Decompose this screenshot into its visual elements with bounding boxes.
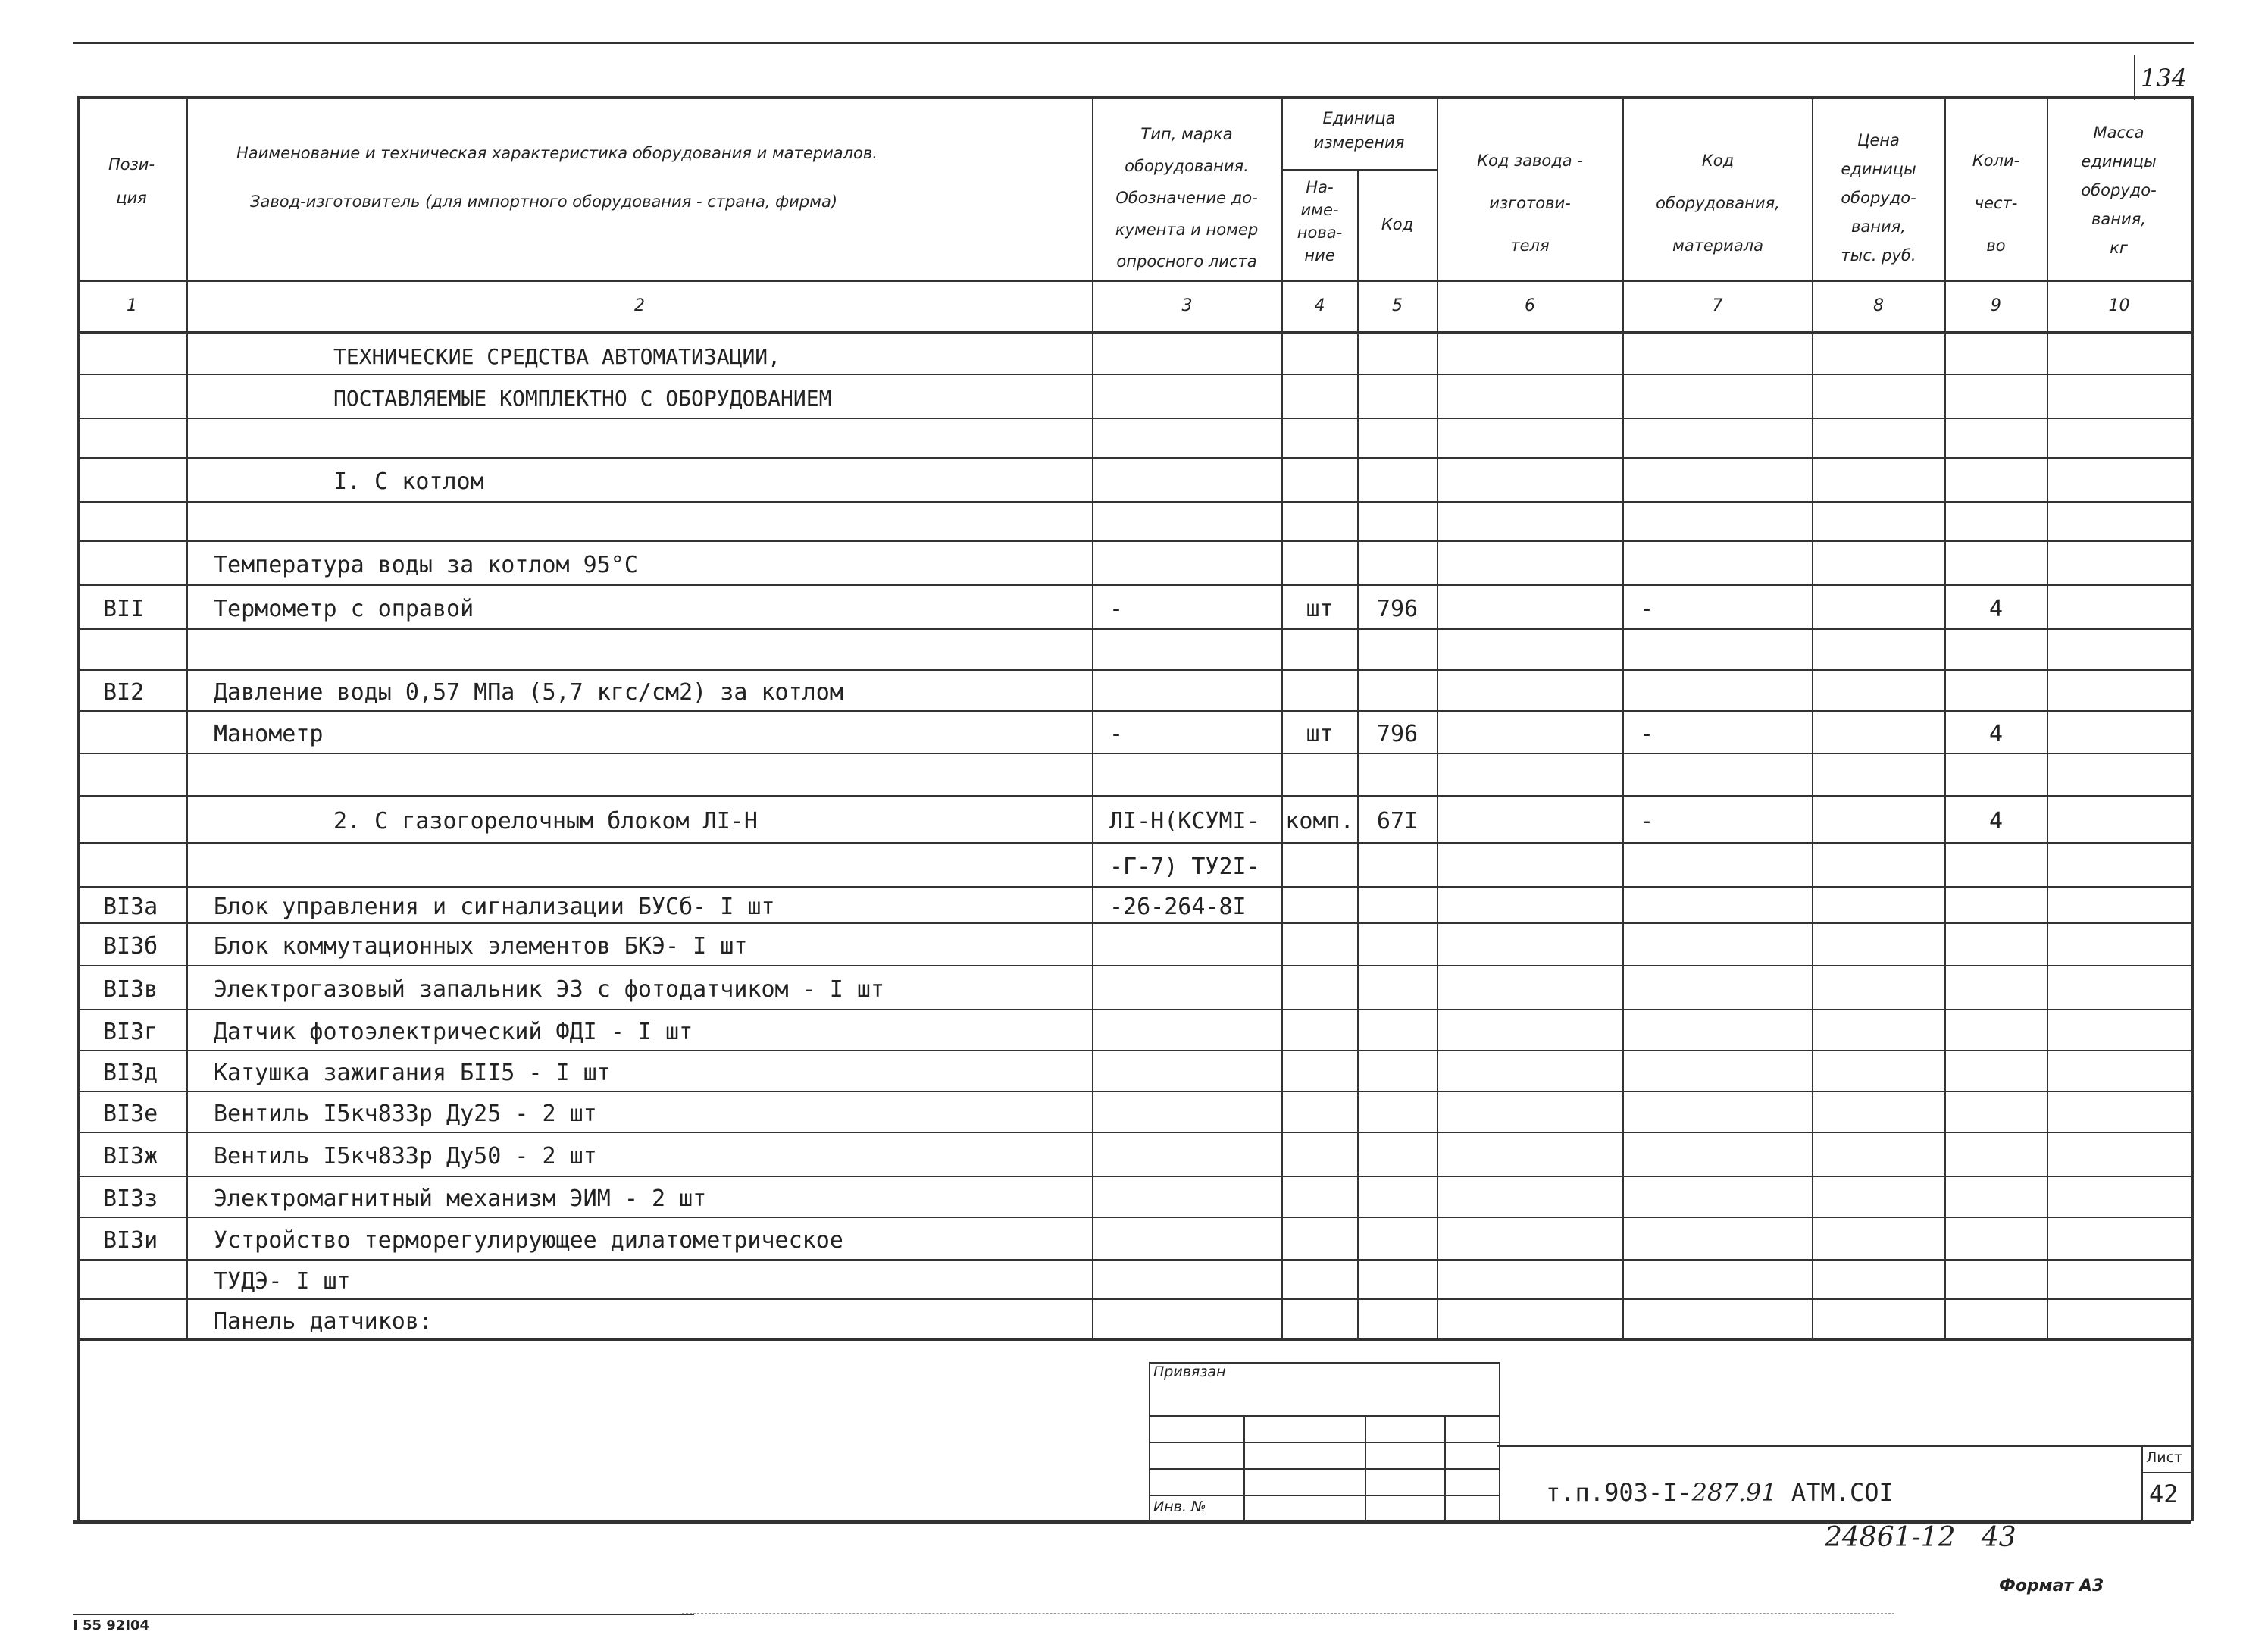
- list-box-left: [2141, 1445, 2143, 1521]
- list-number: 42: [2149, 1480, 2179, 1508]
- sheet-corner-number: 134: [2141, 64, 2188, 92]
- header-col2-line1: Наименование и техническая характеристика оборудования и материалов.: [236, 144, 877, 162]
- header-col8: Цена единицы оборудо- вания, тыс. руб.: [1841, 131, 1916, 265]
- row-divider: [77, 374, 2191, 375]
- row-divider: [77, 965, 2191, 966]
- cell-qty: 4: [1988, 808, 2004, 835]
- header-col4: На- име- нова- ние: [1297, 178, 1343, 265]
- tb-vline-1: [1243, 1415, 1245, 1521]
- cell-equip: -: [1640, 808, 1654, 835]
- table-bottom-border: [77, 1338, 2191, 1341]
- cell-code: 67I: [1376, 808, 1419, 835]
- tb-line-1: [1149, 1415, 1499, 1417]
- cell-name: Катушка зажигания БII5 - I шт: [214, 1060, 611, 1086]
- cell-name: Панель датчиков:: [214, 1308, 433, 1335]
- top-rule: [73, 42, 2194, 44]
- corner-divider: [2134, 55, 2135, 100]
- colnum-6: 6: [1525, 296, 1535, 315]
- col-line-8: [1944, 96, 1946, 1339]
- row-divider: [77, 584, 2191, 586]
- format-label: Формат А3: [1999, 1577, 2104, 1596]
- header-col45-group: Единица измерения: [1313, 109, 1405, 152]
- row-divider: [77, 1176, 2191, 1177]
- document-code-suffix: АТМ.СОI: [1776, 1478, 1894, 1507]
- cell-unit: комп.: [1285, 808, 1354, 835]
- unit-group-separator: [1281, 169, 1437, 171]
- cell-name: ТУДЭ- I шт: [214, 1268, 351, 1295]
- header-col1: Пози- ция: [108, 155, 155, 207]
- tb-line-2: [1149, 1442, 1499, 1443]
- cell-equip: -: [1640, 596, 1654, 622]
- document-code-handwritten: 287.91: [1691, 1478, 1777, 1507]
- col-line-9: [2047, 96, 2048, 1339]
- cell-name: I. С котлом: [333, 468, 484, 495]
- table-top-border: [77, 96, 2191, 99]
- row-divider: [77, 795, 2191, 797]
- header-col9: Коли- чест- во: [1972, 152, 2020, 255]
- cell-equip: -: [1640, 721, 1654, 747]
- row-divider: [77, 628, 2191, 630]
- tb-vline-3: [1444, 1415, 1446, 1521]
- cell-pos: ВI3и: [103, 1227, 158, 1254]
- row-divider: [77, 886, 2191, 888]
- list-label: Лист: [2146, 1449, 2183, 1466]
- colnum-bottom-border: [77, 331, 2191, 334]
- document-code-prefix: т.п.903-I-: [1546, 1478, 1692, 1507]
- row-divider: [77, 1091, 2191, 1092]
- row-divider: [77, 1050, 2191, 1051]
- cell-pos: ВII: [103, 596, 145, 622]
- row-divider: [77, 1259, 2191, 1261]
- inv-number-label: Инв. №: [1153, 1499, 1206, 1515]
- bottom-stamp: I 55 92I04: [73, 1618, 150, 1633]
- cell-type: -Г-7) ТУ2I-: [1109, 853, 1260, 880]
- header-col5: Код: [1381, 215, 1414, 233]
- cell-name: ТЕХНИЧЕСКИЕ СРЕДСТВА АВТОМАТИЗАЦИИ,: [333, 344, 781, 369]
- bottom-rule-right: [682, 1613, 1894, 1614]
- col-line-7: [1812, 96, 1813, 1339]
- cell-pos: ВI3в: [103, 976, 158, 1003]
- colnum-10: 10: [2108, 296, 2130, 315]
- col-line-2: [1092, 96, 1093, 1339]
- cell-name: ПОСТАВЛЯЕМЫЕ КОМПЛЕКТНО С ОБОРУДОВАНИЕМ: [333, 386, 832, 411]
- header-col6: Код завода - изготови- теля: [1477, 152, 1583, 255]
- header-col3: Тип, марка оборудования. Обозначение до- кумента и номер опросного листа: [1115, 125, 1259, 271]
- stamp-top-line: [1497, 1445, 2191, 1447]
- cell-pos: ВI3ж: [103, 1143, 158, 1170]
- cell-name: Давление воды 0,57 МПа (5,7 кгс/см2) за котлом: [214, 679, 843, 706]
- colnum-7: 7: [1712, 296, 1723, 315]
- handwritten-note: 24861-12 43: [1825, 1522, 2016, 1553]
- header-col10: Масса единицы оборудо- вания, кг: [2081, 124, 2157, 257]
- header-col2-line2: Завод-изготовитель (для импортного оборудования - страна, фирма): [250, 193, 838, 211]
- cell-pos: ВI3е: [103, 1101, 158, 1127]
- cell-unit: шт: [1306, 596, 1334, 622]
- row-divider: [77, 418, 2191, 419]
- col-line-3: [1281, 96, 1283, 1339]
- tb-line-4: [1149, 1495, 1499, 1496]
- cell-qty: 4: [1988, 721, 2004, 747]
- row-divider: [77, 842, 2191, 844]
- row-divider: [77, 1009, 2191, 1010]
- cell-code: 796: [1376, 596, 1419, 622]
- row-divider: [77, 710, 2191, 712]
- cell-name: Вентиль I5кч833р Ду50 - 2 шт: [214, 1143, 597, 1170]
- colnum-1: 1: [127, 296, 137, 315]
- privyazan-label: Привязан: [1153, 1364, 1226, 1380]
- cell-type: -26-264-8I: [1109, 894, 1247, 920]
- col-line-4: [1357, 171, 1359, 1339]
- col-line-6: [1622, 96, 1624, 1339]
- cell-name: Блок управления и сигнализации БУСб- I шт: [214, 894, 775, 920]
- cell-code: 796: [1376, 721, 1419, 747]
- cell-name: Датчик фотоэлектрический ФДI - I шт: [214, 1019, 693, 1045]
- colnum-8: 8: [1873, 296, 1884, 315]
- row-divider: [77, 1132, 2191, 1133]
- frame-right-border: [2191, 96, 2194, 1521]
- colnum-4: 4: [1314, 296, 1325, 315]
- cell-name: Вентиль I5кч833р Ду25 - 2 шт: [214, 1101, 597, 1127]
- list-box-divider: [2141, 1472, 2191, 1473]
- tb-line-3: [1149, 1468, 1499, 1470]
- cell-name: Температура воды за котлом 95°С: [214, 552, 638, 578]
- cell-name: Устройство терморегулирующее дилатометрическое: [214, 1227, 843, 1254]
- cell-qty: 4: [1988, 596, 2004, 622]
- cell-type: -: [1109, 596, 1124, 622]
- header-col7: Код оборудования, материала: [1656, 152, 1780, 255]
- cell-name: Блок коммутационных элементов БКЭ- I шт: [214, 933, 748, 960]
- row-divider: [77, 669, 2191, 671]
- row-divider: [77, 1217, 2191, 1218]
- cell-name: Электрогазовый запальник ЭЗ с фотодатчиком - I шт: [214, 976, 885, 1003]
- tb-vline-2: [1365, 1415, 1366, 1521]
- col-line-1: [186, 96, 188, 1339]
- row-divider: [77, 540, 2191, 542]
- cell-pos: ВI3д: [103, 1060, 158, 1086]
- cell-name: Электромагнитный механизм ЭИМ - 2 шт: [214, 1185, 707, 1212]
- row-divider: [77, 922, 2191, 924]
- cell-type: ЛI-Н(КСУМI-: [1109, 808, 1260, 835]
- cell-pos: ВI3з: [103, 1185, 158, 1212]
- row-divider: [77, 1298, 2191, 1300]
- cell-pos: ВI3г: [103, 1019, 158, 1045]
- row-divider: [77, 753, 2191, 754]
- cell-name: 2. С газогорелочным блоком ЛI-Н: [333, 808, 758, 835]
- document-code: [1546, 1478, 1894, 1507]
- bottom-rule: [73, 1614, 694, 1615]
- colnum-2: 2: [634, 296, 645, 315]
- colnum-3: 3: [1181, 296, 1193, 315]
- row-divider: [77, 457, 2191, 459]
- cell-type: -: [1109, 721, 1124, 747]
- colnum-5: 5: [1392, 296, 1403, 315]
- colnum-9: 9: [1991, 296, 2001, 315]
- header-bottom-border: [77, 280, 2191, 282]
- row-divider: [77, 501, 2191, 503]
- cell-pos: ВI3а: [103, 894, 158, 920]
- col-line-5: [1437, 96, 1438, 1339]
- cell-pos: ВI3б: [103, 933, 158, 960]
- cell-pos: ВI2: [103, 679, 145, 706]
- cell-name: Термометр с оправой: [214, 596, 474, 622]
- cell-name: Манометр: [214, 721, 324, 747]
- cell-unit: шт: [1306, 721, 1334, 747]
